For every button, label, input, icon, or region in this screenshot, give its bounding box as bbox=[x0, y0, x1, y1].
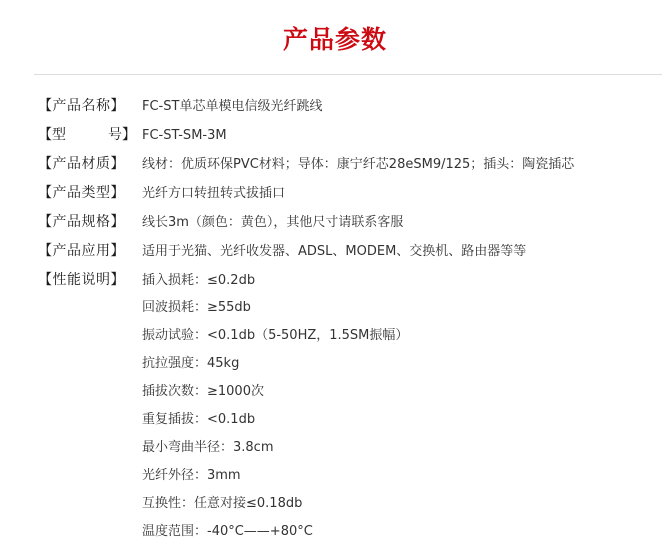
performance-item: 振动试验：<0.1db（5-50HZ，1.5SM振幅） bbox=[142, 328, 409, 343]
page-title: 产品参数 bbox=[282, 25, 387, 54]
spec-value: 适用于光猫、光纤收发器、ADSL、MODEM、交换机、路由器等等 bbox=[142, 244, 527, 259]
spec-value: 线长3m（颜色：黄色），其他尺寸请联系客服 bbox=[142, 215, 404, 230]
performance-item: 插拔次数：≥1000次 bbox=[142, 384, 264, 399]
performance-item: 最小弯曲半径：3.8cm bbox=[142, 440, 274, 455]
spec-value: FC-ST单芯单模电信级光纤跳线 bbox=[142, 99, 323, 114]
spec-row-product-name bbox=[38, 92, 322, 120]
performance-item: 重复插拔：<0.1db bbox=[142, 412, 256, 427]
spec-row-performance bbox=[38, 266, 255, 294]
spec-value: 插入损耗：≤0.2db bbox=[142, 273, 256, 288]
spec-value: 光纤方口转扭转式拔插口 bbox=[142, 186, 286, 201]
spec-label: 【型 号】 bbox=[38, 127, 136, 143]
spec-label: 【产品材质】 bbox=[38, 156, 125, 172]
spec-value: FC-ST-SM-3M bbox=[142, 128, 227, 143]
spec-label: 【产品名称】 bbox=[38, 98, 125, 114]
spec-value: 线材：优质环保PVC材料；导体：康宁纤芯28eSM9/125；插头：陶瓷插芯 bbox=[142, 157, 575, 172]
spec-row-spec bbox=[38, 208, 403, 236]
spec-label: 【产品规格】 bbox=[38, 214, 125, 230]
performance-item: 光纤外径：3mm bbox=[142, 468, 241, 483]
spec-row-material bbox=[38, 150, 574, 178]
performance-item: 抗拉强度：45kg bbox=[142, 356, 240, 371]
spec-label: 【性能说明】 bbox=[38, 272, 125, 288]
spec-row-model bbox=[38, 121, 227, 149]
performance-item: 温度范围：-40°C——+80°C bbox=[142, 524, 313, 539]
title-divider bbox=[34, 74, 662, 75]
spec-label: 【产品类型】 bbox=[38, 185, 125, 201]
spec-row-application bbox=[38, 237, 526, 265]
performance-item: 回波损耗：≥55db bbox=[142, 300, 251, 315]
spec-label: 【产品应用】 bbox=[38, 243, 125, 259]
performance-item: 互换性：任意对接≤0.18db bbox=[142, 496, 303, 511]
spec-row-type bbox=[38, 179, 285, 207]
